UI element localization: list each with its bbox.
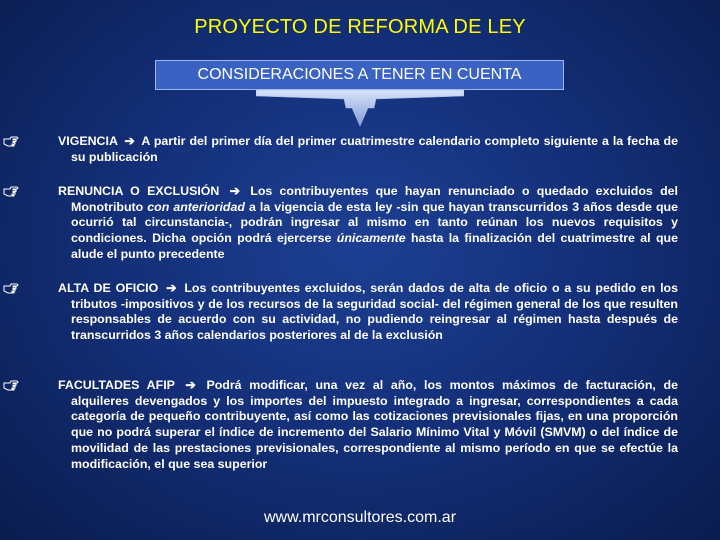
item-text: A partir del primer día del primer cuatrimestre calendario completo siguiente a la fecha de su publicación: [71, 134, 678, 164]
list-item: [58, 184, 678, 263]
item-text: Podrá modificar, una vez al año, los montos máximos de facturación, de alquileres devengados y los importes del impuesto integrado a ingresar, correspondientes a cada categoría de pequeño contribuyente, así como las cotizaciones previsionales fijas, en una proporción que no podrá superar el índice de incremento del Salario Mínimo Vital y Móvil (SMVM) o del índice de movilidad de las prestaciones previsionales, correspondiente al mismo período en que se efectúe la modificación, el que sea superior: [71, 378, 678, 471]
list-item: [58, 281, 678, 344]
page-title: PROYECTO DE REFORMA DE LEY: [194, 16, 526, 38]
item-text-italic: únicamente: [336, 231, 406, 246]
item-text: Los contribuyentes que hayan renunciado o quedado excluidos del Monotributo: [71, 184, 678, 214]
pointing-hand-icon: [3, 134, 19, 149]
item-text: a la vigencia de esta ley -sin que hayan transcurridos 3 años desde que ocurrió tal circunstancia-, podrán ingresar al mismo en tanto reúnan los nuevos requisitos y condiciones. Dicha opción podrá ejercerse: [71, 199, 678, 246]
item-label: ALTA DE OFICIO: [58, 281, 159, 295]
list-item: [58, 378, 678, 472]
pointing-hand-icon: [3, 378, 19, 393]
footer-url[interactable]: www.mrconsultores.com.ar: [263, 509, 457, 526]
right-arrow-icon: ➔: [166, 281, 177, 295]
list-item: [58, 134, 678, 165]
item-label: VIGENCIA: [58, 134, 118, 148]
right-arrow-icon: ➔: [124, 134, 135, 148]
item-label: FACULTADES AFIP: [58, 378, 175, 392]
down-arrow-icon: [256, 90, 464, 128]
item-text: hasta la finalización del cuatrimestre al que alude el punto precedente: [71, 231, 678, 261]
item-label: RENUNCIA O EXCLUSIÓN: [58, 184, 220, 198]
pointing-hand-icon: [3, 184, 19, 199]
section-banner: CONSIDERACIONES A TENER EN CUENTA: [155, 60, 564, 90]
item-text-italic: con anterioridad: [147, 199, 245, 214]
pointing-hand-icon: [3, 281, 19, 296]
item-text: Los contribuyentes excluidos, serán dados de alta de oficio o a su pedido en los tributos -impositivos y de los recursos de la seguridad social- del régimen general de los que resulten responsables de acuerdo con su actividad, no pudiendo reingresar al régimen hasta después de transcurridos 3 años calendarios posteriores al de la exclusión: [71, 281, 678, 343]
right-arrow-icon: ➔: [229, 184, 241, 198]
right-arrow-icon: ➔: [185, 378, 196, 392]
